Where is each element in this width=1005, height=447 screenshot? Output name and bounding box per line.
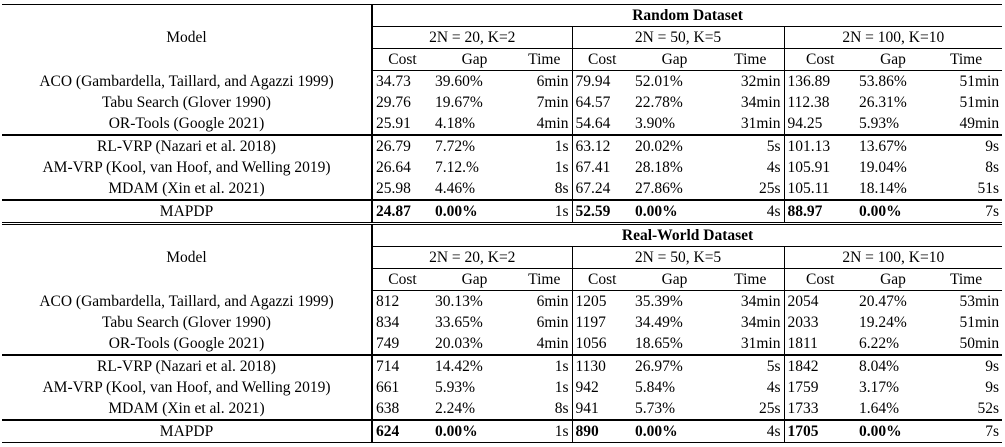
table-row	[2, 200, 1002, 224]
value-cell: 3.90%	[635, 115, 676, 132]
value-cell: 27.86%	[635, 180, 683, 197]
value-cell	[432, 420, 517, 443]
real-header-row-1	[2, 224, 1002, 247]
value-cell: 33.65%	[435, 314, 483, 331]
value-cell-bold: 0.00%	[435, 423, 478, 440]
table-row	[2, 178, 1002, 200]
value-cell-bold: 24.87	[376, 203, 411, 220]
value-cell: 30.13%	[435, 293, 483, 310]
real-col-header: Time	[517, 269, 572, 291]
value-cell: 26.31%	[859, 94, 907, 111]
value-cell: 49min	[959, 115, 1000, 132]
random-group-header: 2N = 20, K=2	[372, 27, 572, 49]
value-cell: 1056	[572, 333, 632, 355]
value-cell: 20.47%	[859, 293, 907, 310]
value-cell: 50min	[959, 335, 1000, 352]
value-cell: 2033	[784, 312, 856, 333]
model-name: MDAM (Xin et al. 2021)	[108, 400, 265, 417]
value-cell: 31min	[740, 115, 781, 132]
value-cell-bold: 52.59	[575, 203, 611, 220]
value-cell: 26.97%	[632, 355, 717, 377]
value-cell: 64.57	[572, 92, 632, 113]
real-col-header: Time	[930, 269, 1002, 291]
value-cell: 638	[372, 398, 432, 420]
value-cell: 7.12.%	[435, 159, 479, 176]
table-row	[2, 157, 1002, 178]
value-cell	[784, 200, 856, 224]
value-cell: 1130	[572, 355, 632, 377]
value-cell: 94.25	[784, 113, 856, 135]
value-cell: 26.79	[372, 135, 432, 157]
table-row	[2, 420, 1002, 443]
value-cell: 5.93%	[859, 115, 900, 132]
value-cell: 79.94	[572, 71, 632, 93]
random-col-header: Cost	[784, 49, 856, 71]
value-cell: 51min	[959, 94, 1000, 111]
random-header-row-1	[2, 5, 1002, 27]
value-cell-bold: 1705	[787, 423, 819, 440]
value-cell	[632, 420, 717, 443]
real-dataset-title: Real-World Dataset	[372, 224, 1002, 247]
value-cell: 2054	[784, 291, 856, 313]
value-cell: 26.64	[372, 157, 432, 178]
real-group-header: 2N = 50, K=5	[572, 247, 784, 269]
value-cell	[432, 200, 517, 224]
real-col-header: Gap	[432, 269, 517, 291]
model-name: AM-VRP (Kool, van Hoof, and Welling 2019)	[42, 379, 331, 396]
value-cell-bold: 624	[376, 423, 400, 440]
table-row	[2, 113, 1002, 135]
value-cell: 34min	[740, 94, 781, 111]
value-cell: 4s	[766, 379, 781, 396]
value-cell: 1s	[554, 159, 569, 176]
value-cell: 20.03%	[435, 335, 483, 352]
random-col-header: Time	[717, 49, 784, 71]
value-cell: 1s	[517, 135, 572, 157]
value-cell: 1.64%	[859, 400, 900, 417]
value-cell: 25s	[758, 400, 781, 417]
value-cell: 51min	[959, 73, 1000, 90]
value-cell: 1733	[784, 398, 856, 420]
value-cell: 1s	[517, 355, 572, 377]
value-cell	[572, 200, 632, 224]
value-cell-bold: 0.00%	[635, 423, 678, 440]
value-cell-bold: 0.00%	[859, 203, 902, 220]
value-cell: 20.02%	[632, 135, 717, 157]
value-cell: 31min	[740, 335, 781, 352]
value-cell: 1205	[572, 291, 632, 313]
value-cell: 7.72%	[432, 135, 517, 157]
real-col-header: Cost	[784, 269, 856, 291]
value-cell: 25.91	[372, 113, 432, 135]
value-cell: 714	[372, 355, 432, 377]
model-name: RL-VRP (Nazari et al. 2018)	[2, 355, 372, 377]
real-col-header: Time	[717, 269, 784, 291]
value-cell-bold: 0.00%	[635, 203, 678, 220]
real-col-header: Gap	[856, 269, 930, 291]
value-cell: 9s	[985, 379, 1000, 396]
value-cell: 6min	[536, 314, 569, 331]
value-cell: 5s	[717, 135, 784, 157]
value-cell: 136.89	[784, 71, 856, 93]
value-cell: 3.17%	[859, 379, 900, 396]
model-name: OR-Tools (Google 2021)	[108, 115, 265, 132]
real-col-header: Gap	[632, 269, 717, 291]
value-cell: 4.46%	[435, 180, 476, 197]
value-cell: 4s	[766, 159, 781, 176]
value-cell: 28.18%	[635, 159, 683, 176]
value-cell: 8.04%	[856, 355, 930, 377]
value-cell: 105.91	[784, 157, 856, 178]
value-cell: 13.67%	[856, 135, 930, 157]
value-cell: 661	[372, 377, 432, 398]
table-row	[2, 92, 1002, 113]
value-cell: 2.24%	[435, 400, 476, 417]
value-cell: 812	[372, 291, 432, 313]
value-cell: 1s	[517, 420, 572, 443]
value-cell: 5.73%	[635, 400, 676, 417]
value-cell: 101.13	[784, 135, 856, 157]
value-cell: 834	[372, 312, 432, 333]
value-cell	[372, 420, 432, 443]
value-cell: 5.84%	[635, 379, 676, 396]
real-group-header: 2N = 100, K=10	[784, 247, 1002, 269]
table-row	[2, 333, 1002, 355]
value-cell: 67.24	[572, 178, 632, 200]
value-cell: 35.39%	[635, 293, 683, 310]
value-cell: 51min	[959, 314, 1000, 331]
value-cell: 54.64	[572, 113, 632, 135]
value-cell-bold: 0.00%	[435, 203, 478, 220]
random-model-header: Model	[2, 5, 372, 71]
value-cell: 34.49%	[635, 314, 683, 331]
table-row	[2, 291, 1002, 313]
random-group-header: 2N = 100, K=10	[784, 27, 1002, 49]
value-cell: 1s	[517, 200, 572, 224]
value-cell: 19.24%	[859, 314, 907, 331]
random-col-header: Gap	[856, 49, 930, 71]
value-cell: 52s	[977, 400, 1000, 417]
value-cell: 9s	[930, 355, 1002, 377]
value-cell	[784, 420, 856, 443]
value-cell: 5s	[717, 355, 784, 377]
value-cell: 942	[572, 377, 632, 398]
value-cell	[372, 200, 432, 224]
random-dataset-title: Random Dataset	[372, 5, 1002, 27]
random-col-header: Cost	[372, 49, 432, 71]
value-cell: 14.42%	[432, 355, 517, 377]
value-cell: 5.93%	[435, 379, 476, 396]
model-name: Tabu Search (Glover 1990)	[102, 94, 271, 111]
value-cell: 25.98	[372, 178, 432, 200]
value-cell: 63.12	[572, 135, 632, 157]
value-cell: 749	[372, 333, 432, 355]
value-cell: 6.22%	[859, 335, 900, 352]
value-cell	[856, 200, 930, 224]
random-col-header: Cost	[572, 49, 632, 71]
value-cell-bold: 88.97	[787, 203, 823, 220]
results-table	[2, 4, 1002, 443]
value-cell: 105.11	[784, 178, 856, 200]
value-cell: 25s	[758, 180, 781, 197]
value-cell: 18.14%	[859, 180, 907, 197]
table-row	[2, 355, 1002, 377]
value-cell: 19.04%	[859, 159, 907, 176]
value-cell: 22.78%	[635, 94, 683, 111]
model-name: Tabu Search (Glover 1990)	[102, 314, 271, 331]
value-cell: 34.73	[372, 71, 432, 93]
model-name: MAPDP	[2, 420, 372, 443]
table-row	[2, 377, 1002, 398]
value-cell: 19.67%	[435, 94, 483, 111]
value-cell: 53min	[959, 293, 1000, 310]
table-row	[2, 71, 1002, 93]
value-cell: 52.01%	[635, 73, 683, 90]
value-cell: 34min	[740, 293, 781, 310]
value-cell: 7min	[536, 94, 569, 111]
model-name: OR-Tools (Google 2021)	[108, 335, 265, 352]
value-cell: 7s	[930, 420, 1002, 443]
value-cell: 8s	[554, 180, 569, 197]
value-cell: 1197	[572, 312, 632, 333]
model-name: ACO (Gambardella, Taillard, and Agazzi 1999)	[39, 292, 334, 310]
value-cell: 29.76	[372, 92, 432, 113]
value-cell: 1759	[784, 377, 856, 398]
value-cell: 7s	[930, 200, 1002, 224]
value-cell: 53.86%	[859, 73, 907, 90]
model-name: ACO (Gambardella, Taillard, and Agazzi 1999)	[39, 72, 334, 90]
real-model-header: Model	[2, 224, 372, 291]
model-name: RL-VRP (Nazari et al. 2018)	[2, 135, 372, 157]
model-name: AM-VRP (Kool, van Hoof, and Welling 2019)	[42, 159, 331, 176]
value-cell: 112.38	[784, 92, 856, 113]
value-cell: 18.65%	[635, 335, 683, 352]
value-cell: 6min	[536, 293, 569, 310]
value-cell: 4s	[717, 200, 784, 224]
value-cell: 39.60%	[435, 73, 483, 90]
random-group-header: 2N = 50, K=5	[572, 27, 784, 49]
random-col-header: Gap	[632, 49, 717, 71]
random-col-header: Time	[930, 49, 1002, 71]
value-cell: 8s	[554, 400, 569, 417]
random-col-header: Time	[517, 49, 572, 71]
model-name: MDAM (Xin et al. 2021)	[108, 180, 265, 197]
value-cell: 9s	[930, 135, 1002, 157]
value-cell	[632, 200, 717, 224]
table-row	[2, 312, 1002, 333]
results-table-body	[2, 5, 1002, 443]
value-cell: 51s	[977, 180, 1000, 197]
real-col-header: Cost	[372, 269, 432, 291]
value-cell: 4s	[717, 420, 784, 443]
value-cell: 8s	[985, 159, 1000, 176]
value-cell: 1s	[554, 379, 569, 396]
value-cell: 941	[572, 398, 632, 420]
table-row	[2, 135, 1002, 157]
value-cell: 1811	[784, 333, 856, 355]
real-col-header: Cost	[572, 269, 632, 291]
random-col-header: Gap	[432, 49, 517, 71]
value-cell	[572, 420, 632, 443]
table-row	[2, 398, 1002, 420]
value-cell: 34min	[740, 314, 781, 331]
value-cell-bold: 0.00%	[859, 423, 902, 440]
value-cell: 1842	[784, 355, 856, 377]
real-group-header: 2N = 20, K=2	[372, 247, 572, 269]
value-cell: 67.41	[572, 157, 632, 178]
value-cell: 4.18%	[435, 115, 476, 132]
value-cell: 4min	[536, 115, 569, 132]
value-cell: 6min	[536, 73, 569, 90]
value-cell	[856, 420, 930, 443]
model-name: MAPDP	[2, 200, 372, 224]
value-cell: 4min	[536, 335, 569, 352]
value-cell-bold: 890	[575, 423, 599, 440]
value-cell: 32min	[740, 73, 781, 90]
